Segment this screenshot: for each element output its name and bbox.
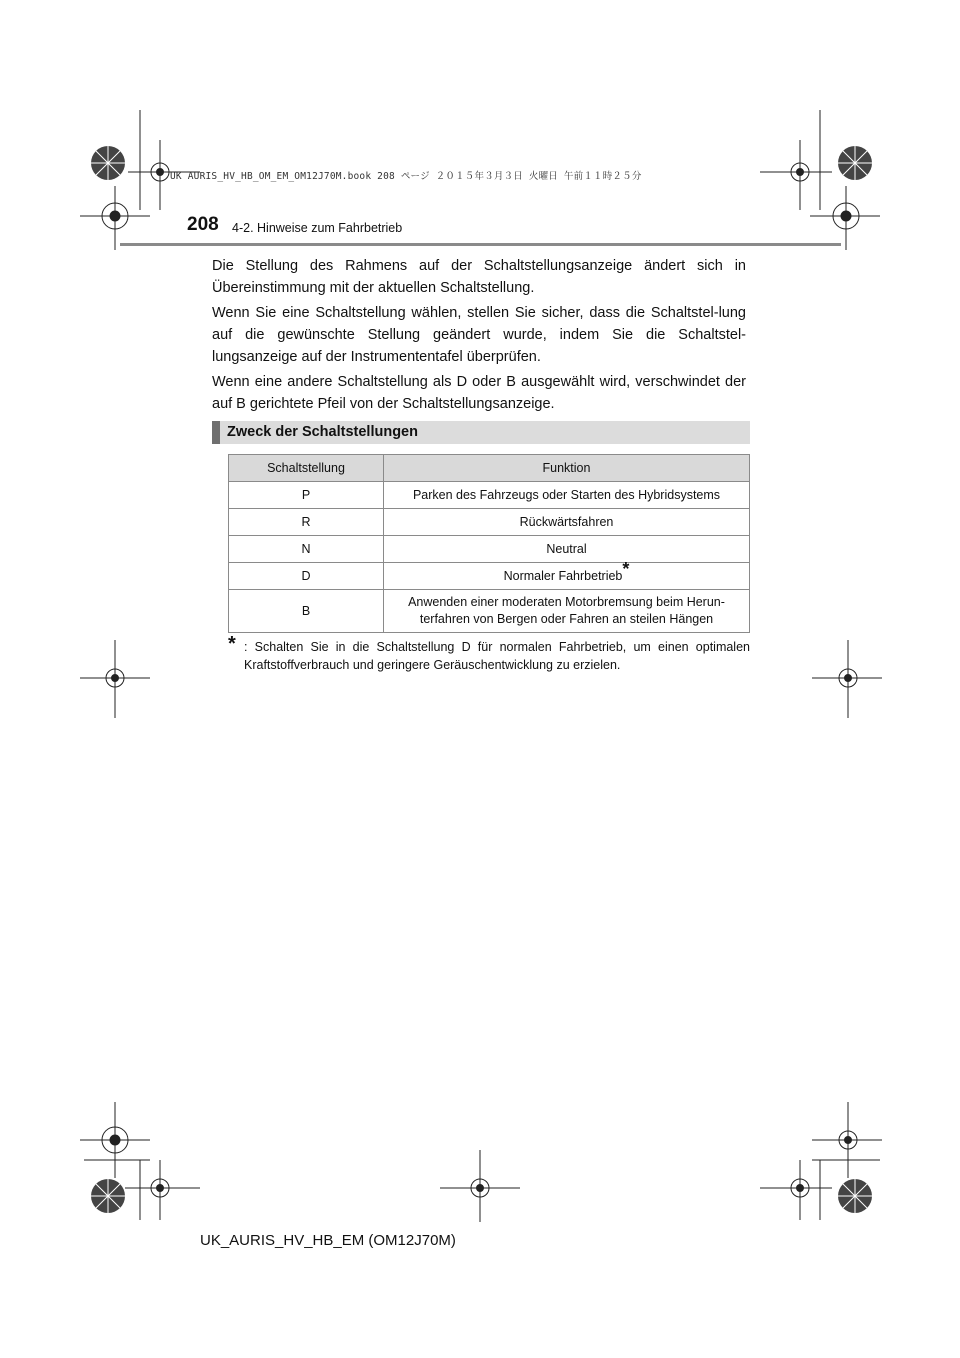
table-row bbox=[229, 590, 750, 633]
document-code: UK_AURIS_HV_HB_EM (OM12J70M) bbox=[200, 1232, 456, 1249]
function-cell: Rückwärtsfahren bbox=[384, 509, 750, 536]
table-row bbox=[229, 536, 750, 563]
function-text: Normaler Fahrbetrieb bbox=[503, 569, 623, 584]
shift-position-table bbox=[228, 454, 750, 633]
table-row bbox=[229, 482, 750, 509]
table-header-row bbox=[229, 455, 750, 482]
column-header-position: Schaltstellung bbox=[229, 455, 384, 482]
position-cell: R bbox=[229, 509, 384, 536]
section-breadcrumb: 4-2. Hinweise zum Fahrbetrieb bbox=[232, 221, 403, 235]
column-header-function: Funktion bbox=[384, 455, 750, 482]
function-cell: Parken des Fahrzeugs oder Starten des Hybridsystems bbox=[384, 482, 750, 509]
position-cell: N bbox=[229, 536, 384, 563]
position-cell: P bbox=[229, 482, 384, 509]
function-cell: Anwenden einer moderaten Motorbremsung beim Herun-terfahren von Bergen oder Fahren an steilen Hängen bbox=[384, 590, 750, 633]
footnote-text: : Schalten Sie in die Schaltstellung D für normalen Fahrbetrieb, um einen optimalen Kraftstoffverbrauch und geringere Geräuschentwicklung zu erzielen. bbox=[244, 640, 750, 672]
print-metadata: UK AURIS_HV_HB_OM_EM_OM12J70M.book 208 ページ ２０１５年３月３日 火曜日 午前１１時２５分 bbox=[170, 171, 642, 182]
paragraph-check-indicator: Wenn Sie eine Schaltstellung wählen, stellen Sie sicher, dass die Schaltstel-lung auf die gewünschte Stellung geändert wurde, indem Sie die Schaltstel-lungsanzeige auf der Instrumententafel überprüfen. bbox=[212, 305, 746, 365]
position-cell: B bbox=[229, 590, 384, 633]
table-row bbox=[229, 509, 750, 536]
paragraph-arrow-disappears: Wenn eine andere Schaltstellung als D oder B ausgewählt wird, verschwindet der auf B gerichtete Pfeil von der Schaltstellungsanzeige. bbox=[212, 374, 746, 412]
footnote-mark: * bbox=[228, 633, 236, 655]
page-number: 208 bbox=[187, 214, 219, 235]
paragraph-frame-position: Die Stellung des Rahmens auf der Schaltstellungsanzeige ändert sich in Übereinstimmung mit der aktuellen Schaltstellung. bbox=[212, 258, 746, 296]
footnote-reference: * bbox=[622, 558, 630, 579]
position-cell: D bbox=[229, 563, 384, 590]
header-divider bbox=[120, 243, 841, 246]
function-cell: Neutral bbox=[384, 536, 750, 563]
section-heading: Zweck der Schaltstellungen bbox=[212, 421, 750, 444]
table-row bbox=[229, 563, 750, 590]
function-cell bbox=[384, 558, 750, 590]
